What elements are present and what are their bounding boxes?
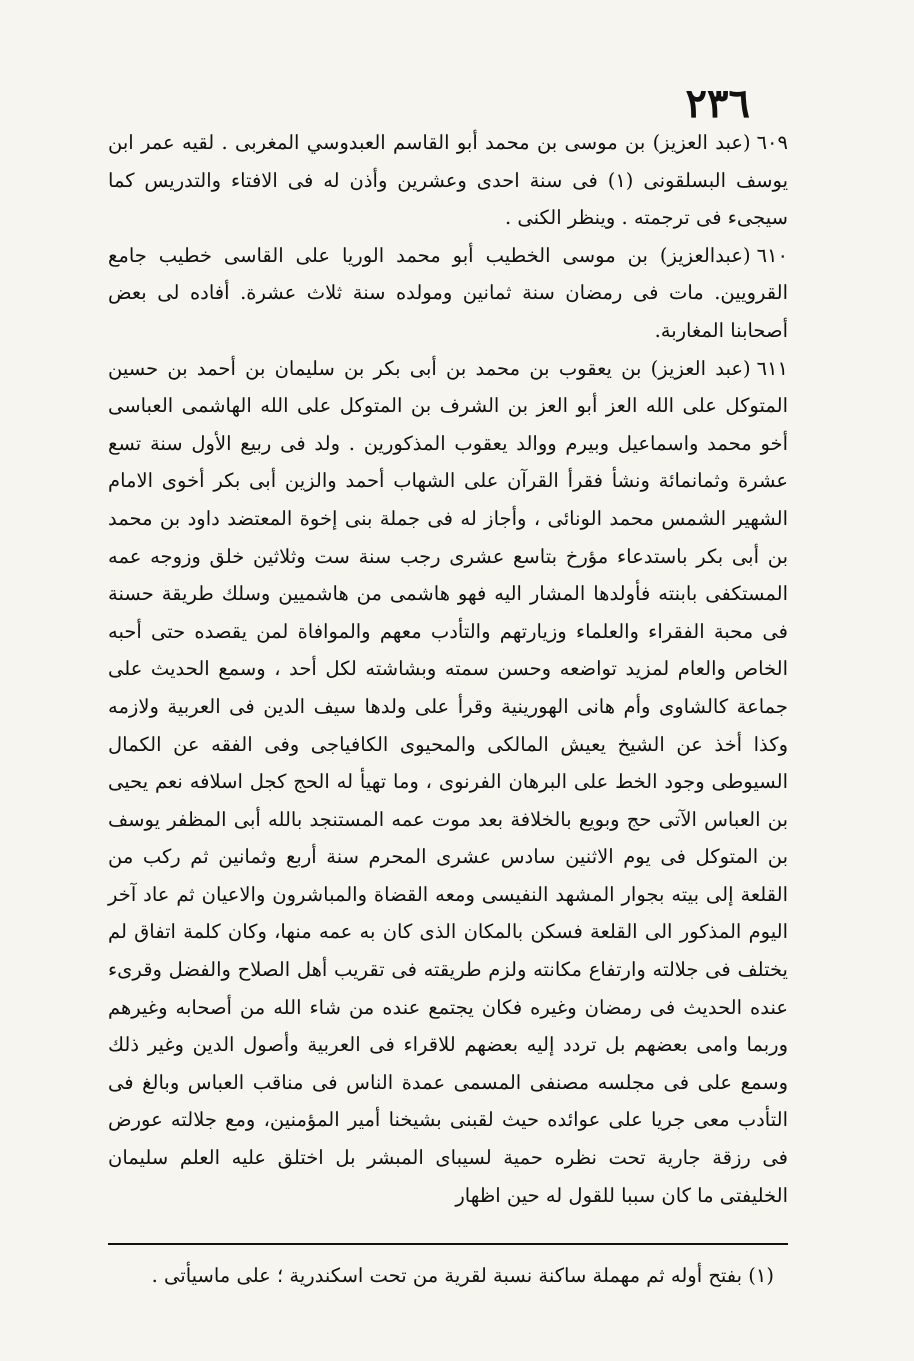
entry-number: ٦١١ bbox=[756, 356, 788, 380]
entry-text: (عبدالعزيز) بن موسى الخطيب أبو محمد الوريا على القاسى خطيب جامع القرويين. مات فى رمضان سنة ثمانين ومولده سنة ثلاث عشرة. أفاده لى بعض أصحابنا المغاربة. bbox=[108, 243, 788, 342]
biography-entry-609 bbox=[108, 124, 788, 237]
entry-number: ٦١٠ bbox=[756, 243, 788, 267]
book-page bbox=[108, 78, 788, 1328]
main-text bbox=[108, 124, 788, 1214]
page-number: ٢٣٦ bbox=[685, 80, 750, 127]
entry-text: (عبد العزيز) بن يعقوب بن محمد بن أبى بكر بن سليمان بن أحمد بن حسين المتوكل على الله العز أبو العز بن الشرف بن المتوكل على الله الهاشمى العباسى أخو محمد واسماعيل وبيرم ووالد يعقوب المذكورين . ولد فى ربيع الأول سنة تسع عشرة وثمانمائة ونشأ فقرأ القرآن على الشهاب أحمد والزين أبى بكر أخوى الامام الشهير الشمس محمد الونائى ، وأجاز له فى جملة بنى إخوة المعتضد داود بن محمد بن أبى بكر باستدعاء مؤرخ بتاسع عشرى رجب سنة ست وثلاثين خلق وزوجه عمه المستكفى بابنته فأولدها المشار اليه فهو هاشمى من هاشميين وسلك طريقة حسنة فى محبة الفقراء والعلماء وزيارتهم والتأدب معهم والموافاة لمن يقصده حتى أحبه الخاص والعام لمزيد تواضعه وحسن سمته وبشاشته لكل أحد ، وسمع الحديث على جماعة كالشاوى وأم هانى الهورينية وقرأ على ولدها سيف الدين فى العربية ولازمه وكذا أخذ عن الشيخ يعيش المالكى والمحيوى الكافياجى وفى الفقه عن الكمال السيوطى وجود الخط على البرهان الفرنوى ، وما تهيأ له الحج كجل اسلافه نعم يحيى بن العباس الآتى حج وبويع بالخلافة بعد موت عمه المستنجد بالله أبى المظفر يوسف بن المتوكل فى يوم الاثنين سادس عشرى المحرم سنة أربع وثمانين ثم ركب من القلعة إلى بيته بجوار المشهد النفيسى ومعه القضاة والمباشرون والاعيان ثم عاد آخر اليوم المذكور الى القلعة فسكن بالمكان الذى كان به عمه منها، وكان كلمة اتفاق لم يختلف فى جلالته وارتفاع مكانته ولزم طريقته فى تقريب أهل الصلاح والفضل وقرىء عنده الحديث فى رمضان وغيره فكان يجتمع عنده من شاء الله من أصحابه وغيرهم وربما وامى بعضهم بل تردد إليه بعضهم للاقراء فى العربية وأصول الدين وغير ذلك وسمع على فى مجلسه مصنفى المسمى عمدة الناس فى مناقب العباس وبالغ فى التأدب معى جريا على عوائده حيث لقبنى بشيخنا أمير المؤمنين، ومع جلالته عورض فى رزقة جارية تحت نظره حمية لسيباى المبشر بل اختلق عليه العلم سليمان الخليفتى ما كان سببا للقول له حين اظهار bbox=[108, 356, 788, 1207]
entry-number: ٦٠٩ bbox=[756, 131, 788, 154]
footnote-divider bbox=[108, 1243, 788, 1245]
biography-entry-611 bbox=[108, 350, 788, 1215]
footnote: (١) بفتح أوله ثم مهملة ساكنة نسبة لقرية من تحت اسكندرية ؛ على ماسيأتى . bbox=[151, 1264, 774, 1287]
entry-text: (عبد العزيز) بن موسى بن محمد أبو القاسم العبدوسي المغربى . لقيه عمر ابن يوسف البسلقونى (١) فى سنة احدى وعشرين وأذن له فى الافتاء والتدريس كما سيجىء فى ترجمته . وينظر الكنى . bbox=[108, 131, 788, 230]
biography-entry-610 bbox=[108, 237, 788, 350]
